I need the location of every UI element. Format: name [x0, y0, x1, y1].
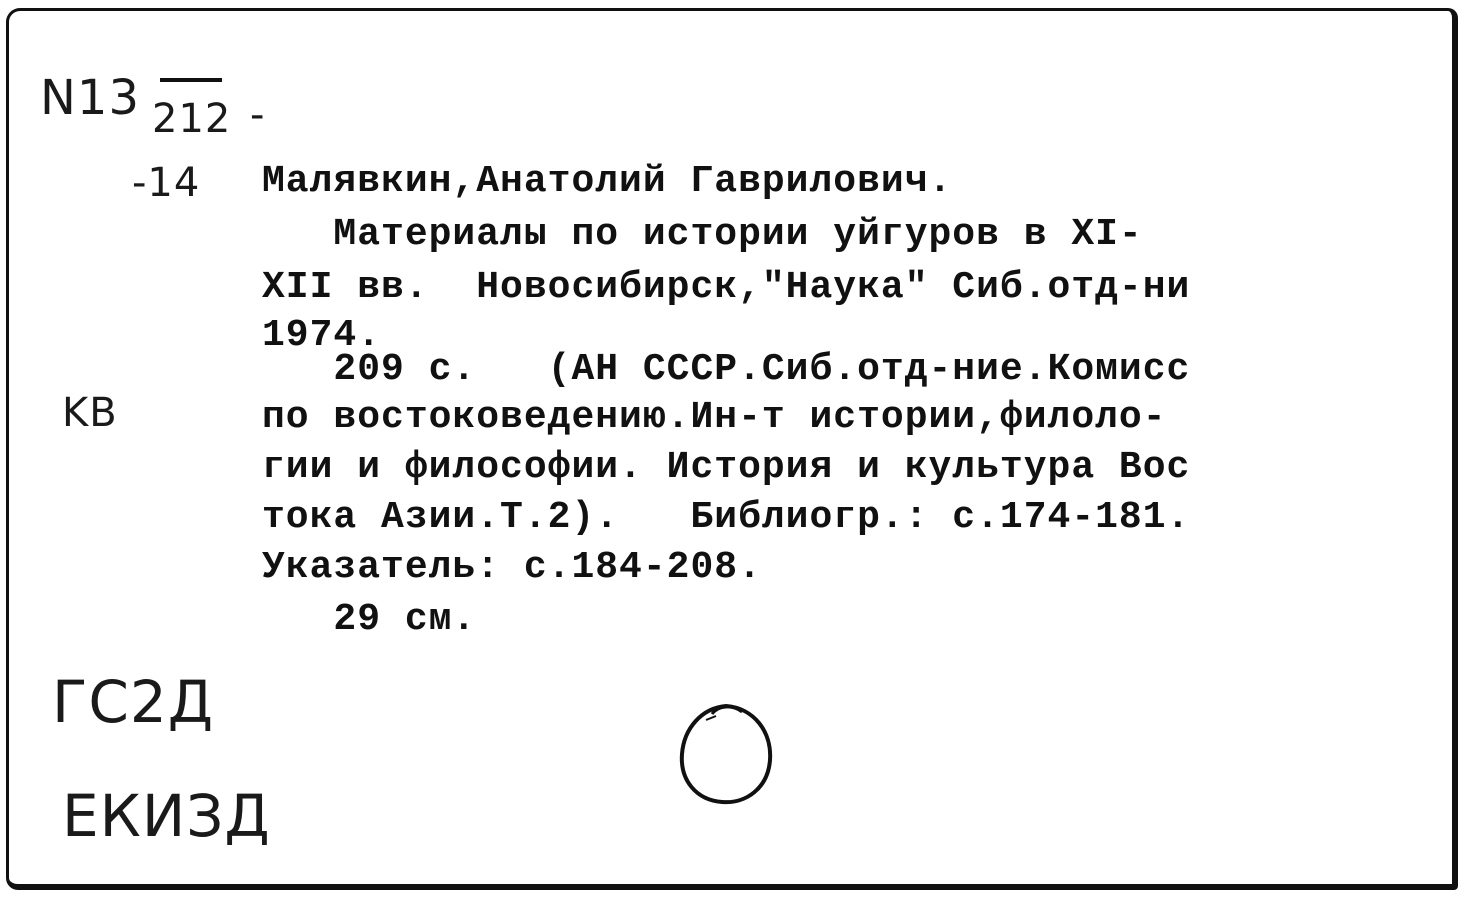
- call-number-fraction: 212: [152, 96, 232, 142]
- call-number-top: N13: [40, 70, 140, 126]
- entry-line-author: Малявкин,Анатолий Гаврилович.: [262, 160, 953, 203]
- call-number-second: -14: [132, 160, 201, 206]
- entry-line-year: 1974.: [262, 314, 382, 357]
- entry-line-imprint: XII вв. Новосибирск,"Наука" Сиб.отд-ни: [262, 266, 1191, 309]
- entry-line-series-3: тока Азии.Т.2). Библиогр.: с.174-181.: [262, 496, 1191, 539]
- entry-line-title: Материалы по истории уйгуров в XI-: [262, 213, 1143, 256]
- circle-stamp-icon: [676, 698, 776, 808]
- entry-line-pages: 209 с. (АН СССР.Сиб.отд-ние.Комисс: [262, 348, 1191, 391]
- margin-note-eki: ЕКИЗД: [62, 782, 271, 850]
- entry-line-series-1: по востоковедению.Ин-т истории,филоло-: [262, 396, 1167, 439]
- margin-note-gs: ГС2Д: [52, 668, 215, 736]
- entry-line-size: 29 см.: [262, 598, 477, 641]
- entry-line-series-2: гии и философии. История и культура Вос: [262, 446, 1191, 489]
- call-number-dash: -: [250, 92, 266, 138]
- call-number-overline: [160, 78, 222, 82]
- entry-line-index: Указатель: с.184-208.: [262, 546, 762, 589]
- margin-note-kv: KB: [62, 390, 118, 436]
